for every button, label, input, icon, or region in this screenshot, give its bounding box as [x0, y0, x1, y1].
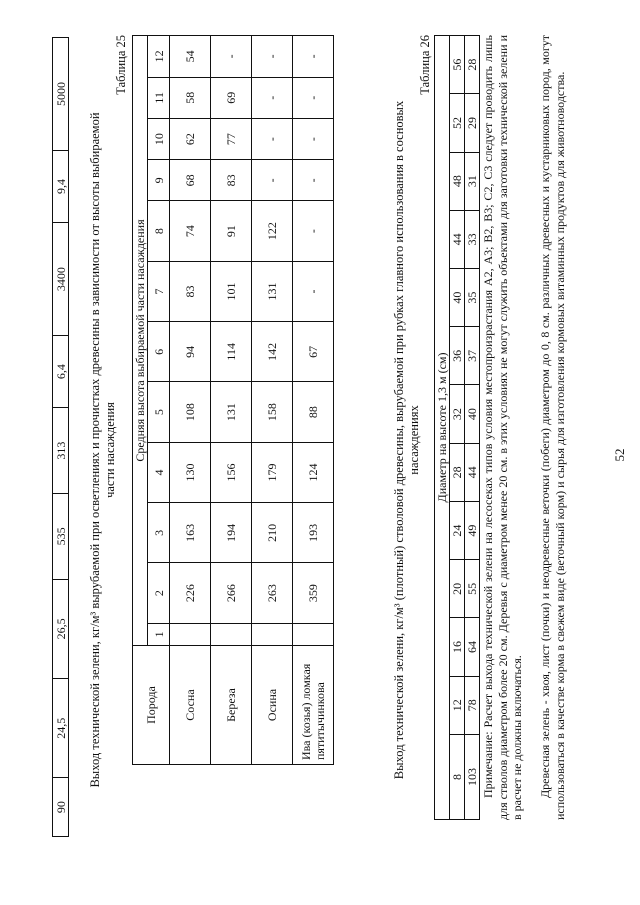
table25-cell — [211, 623, 252, 645]
table25-species-name: Осина — [252, 646, 293, 765]
table25-cell: - — [252, 118, 293, 159]
table25-species-name: Береза — [211, 646, 252, 765]
table25-cell: 194 — [211, 503, 252, 563]
table25-cell — [293, 623, 334, 645]
table25-cell: 94 — [170, 322, 211, 382]
table25-cell: - — [293, 261, 334, 321]
table25-cell: 124 — [293, 442, 334, 502]
top-row-cell: 5000 — [53, 38, 69, 151]
table-row — [170, 36, 211, 765]
table26-cell: 64 — [465, 618, 480, 676]
table-row — [252, 36, 293, 765]
top-row-cell: 9,4 — [53, 150, 69, 222]
table25-cell: - — [252, 160, 293, 201]
table25-height-header: 11 — [148, 77, 170, 118]
table25-col-height-group: Средняя высота выбираемой части насаждения — [133, 36, 148, 646]
table25-cell: 88 — [293, 382, 334, 442]
table25-height-header: 3 — [148, 503, 170, 563]
table25-cell: 68 — [170, 160, 211, 201]
table25-cell: 131 — [252, 261, 293, 321]
table25-species-name: Ива (козья) ломкая пятитычинкова — [293, 646, 334, 765]
table25-cell: 210 — [252, 503, 293, 563]
table25-cell: 67 — [293, 322, 334, 382]
table26-diameter-header: 8 — [450, 734, 465, 819]
table26-diameter-header: 44 — [450, 210, 465, 268]
table25-cell: 156 — [211, 442, 252, 502]
table25-cell — [170, 623, 211, 645]
table25-cell: - — [252, 77, 293, 118]
table-row — [435, 36, 450, 820]
top-row-cell: 535 — [53, 493, 69, 579]
table26-diameter-header: 24 — [450, 501, 465, 559]
table25-cell: 122 — [252, 201, 293, 261]
table25-cell: 83 — [170, 261, 211, 321]
table25-height-header: 6 — [148, 322, 170, 382]
table26-cell: 28 — [465, 36, 480, 94]
table25-cell: 263 — [252, 563, 293, 623]
table25-cell — [252, 623, 293, 645]
table26 — [434, 35, 480, 820]
table25-height-header: 4 — [148, 442, 170, 502]
table25-height-header: 9 — [148, 160, 170, 201]
table25-cell: 226 — [170, 563, 211, 623]
table25-cell: 359 — [293, 563, 334, 623]
top-row-cell: 6,4 — [53, 335, 69, 407]
top-row-cell: 90 — [53, 778, 69, 837]
table25-height-header: 7 — [148, 261, 170, 321]
table25-height-header: 2 — [148, 563, 170, 623]
table25-cell: - — [293, 77, 334, 118]
table-row — [293, 36, 334, 765]
table26-cell: 44 — [465, 443, 480, 501]
note-paragraph-2: Древесная зелень - хвоя, лист (почки) и неодревесные веточки (побеги) диаметром до 0, 8 см. различных древесных и кустарниковых пород, могут использоваться в качестве корма в свежем виде (веточный корм) и сырья для изготовления кормовых витаминных продуктов для животноводства. — [538, 35, 567, 820]
table26-diameter-header: 28 — [450, 443, 465, 501]
table25 — [132, 35, 334, 765]
table25-cell: - — [211, 36, 252, 78]
top-row-cell: 24,5 — [53, 679, 69, 778]
table25-cell: 163 — [170, 503, 211, 563]
table26-diameter-header: 48 — [450, 152, 465, 210]
table25-cell: - — [293, 160, 334, 201]
table25-cell: 69 — [211, 77, 252, 118]
table26-cell: 33 — [465, 210, 480, 268]
table25-cell: 83 — [211, 160, 252, 201]
table26-cell: 40 — [465, 385, 480, 443]
table26-header: Диаметр на высоте 1,3 м (см) — [435, 36, 450, 820]
table25-caption: Выход технической зелени, кг/м³ вырубаемой при осветлениях и прочистках древесины в зависимости от высоты выбираемой части насаждения — [88, 112, 117, 788]
table25-species-name: Сосна — [170, 646, 211, 765]
table25-cell: 130 — [170, 442, 211, 502]
table26-diameter-header: 12 — [450, 676, 465, 734]
top-row-cell: 3400 — [53, 223, 69, 336]
table25-cell: 62 — [170, 118, 211, 159]
table-row — [133, 36, 148, 765]
table25-cell: - — [293, 201, 334, 261]
table25-cell: 91 — [211, 201, 252, 261]
table25-cell: 179 — [252, 442, 293, 502]
table26-diameter-header: 36 — [450, 327, 465, 385]
table25-height-header: 5 — [148, 382, 170, 442]
table26-cell: 55 — [465, 560, 480, 618]
table26-diameter-header: 56 — [450, 36, 465, 94]
table26-cell: 37 — [465, 327, 480, 385]
table25-cell: 58 — [170, 77, 211, 118]
table25-cell: 266 — [211, 563, 252, 623]
table25-cell: 193 — [293, 503, 334, 563]
table25-height-header: 1 — [148, 623, 170, 645]
table25-cell: 108 — [170, 382, 211, 442]
table26-cell: 78 — [465, 676, 480, 734]
table25-height-header: 12 — [148, 36, 170, 78]
table26-cell: 29 — [465, 94, 480, 152]
table25-cell: - — [293, 118, 334, 159]
table25-col-species: Порода — [133, 646, 170, 765]
table26-label: Таблица 26 — [418, 35, 432, 95]
table26-diameter-header: 16 — [450, 618, 465, 676]
page-number: 52 — [612, 448, 627, 462]
table25-cell: 54 — [170, 36, 211, 78]
table25-cell: 131 — [211, 382, 252, 442]
top-continuation-row — [52, 37, 69, 837]
table25-label: Таблица 25 — [114, 35, 128, 95]
table25-cell: 101 — [211, 261, 252, 321]
table25-cell: 74 — [170, 201, 211, 261]
table-row — [53, 38, 69, 837]
table26-cell: 103 — [465, 734, 480, 819]
top-row-cell: 313 — [53, 408, 69, 494]
table26-cell: 31 — [465, 152, 480, 210]
table26-caption: Выход технической зелени, кг/м³ (плотный) стволовой древесины, вырубаемой при рубках главного использования в сосновых насаждениях — [392, 100, 421, 780]
table-row — [211, 36, 252, 765]
note-paragraph-1: Примечание: Расчет выхода технической зелени на лесосеках типов условия местопроизрастания А2, А3; В2, В3; С2, С3 следует проводить лишь для стволов диаметром более 20 см. Деревья с диаметром менее 20 см. в этих условиях не могут служить объектами для заготовки технической зелени и в расчет не должны включаться. — [481, 35, 524, 820]
table25-height-header: 10 — [148, 118, 170, 159]
table25-cell: 158 — [252, 382, 293, 442]
table26-diameter-header: 20 — [450, 560, 465, 618]
table25-cell: 114 — [211, 322, 252, 382]
table25-cell: 77 — [211, 118, 252, 159]
table26-diameter-header: 52 — [450, 94, 465, 152]
table25-cell: - — [293, 36, 334, 78]
table-row — [450, 36, 465, 820]
table26-cell: 49 — [465, 501, 480, 559]
table25-height-header: 8 — [148, 201, 170, 261]
table26-cell: 35 — [465, 269, 480, 327]
table25-cell: 142 — [252, 322, 293, 382]
table26-diameter-header: 40 — [450, 269, 465, 327]
table26-diameter-header: 32 — [450, 385, 465, 443]
table-row — [465, 36, 480, 820]
table25-cell: - — [252, 36, 293, 78]
top-row-cell: 26,5 — [53, 579, 69, 678]
